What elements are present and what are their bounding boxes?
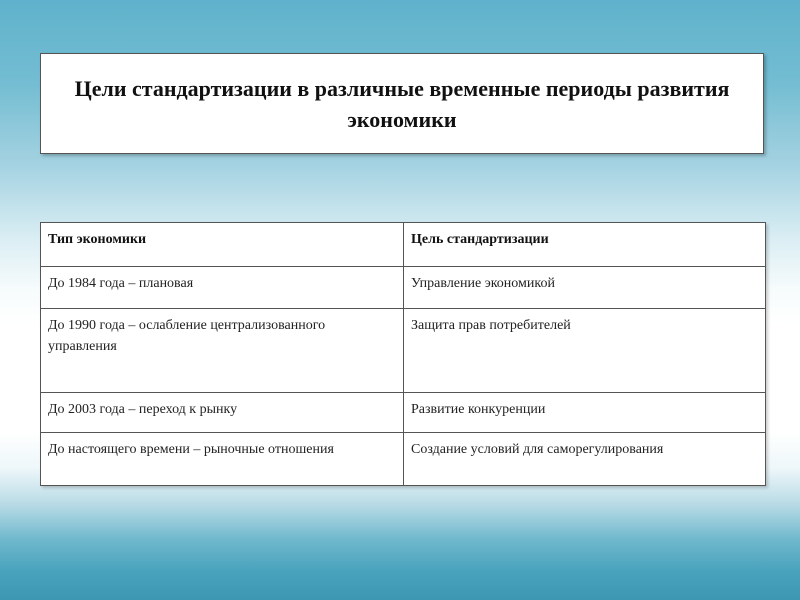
economy-type-cell: До 2003 года – переход к рынку bbox=[41, 393, 404, 433]
economy-type-cell: До 1990 года – ослабление централизованного управления bbox=[41, 309, 404, 393]
table-header-row bbox=[41, 223, 766, 267]
economy-type-cell: До 1984 года – плановая bbox=[41, 267, 404, 309]
standardization-goal-cell: Создание условий для саморегулирования bbox=[404, 433, 766, 486]
table-row bbox=[41, 433, 766, 486]
economy-type-cell: До настоящего времени – рыночные отношения bbox=[41, 433, 404, 486]
standardization-goals-table bbox=[40, 222, 766, 486]
title-box bbox=[40, 53, 764, 154]
header-economy-type: Тип экономики bbox=[41, 223, 404, 267]
table-row bbox=[41, 309, 766, 393]
header-standardization-goal: Цель стандартизации bbox=[404, 223, 766, 267]
table-row bbox=[41, 393, 766, 433]
standardization-goal-cell: Развитие конкуренции bbox=[404, 393, 766, 433]
slide-title: Цели стандартизации в различные временные периоды развития экономики bbox=[74, 75, 730, 132]
standardization-goal-cell: Защита прав потребителей bbox=[404, 309, 766, 393]
standardization-goal-cell: Управление экономикой bbox=[404, 267, 766, 309]
table-row bbox=[41, 267, 766, 309]
